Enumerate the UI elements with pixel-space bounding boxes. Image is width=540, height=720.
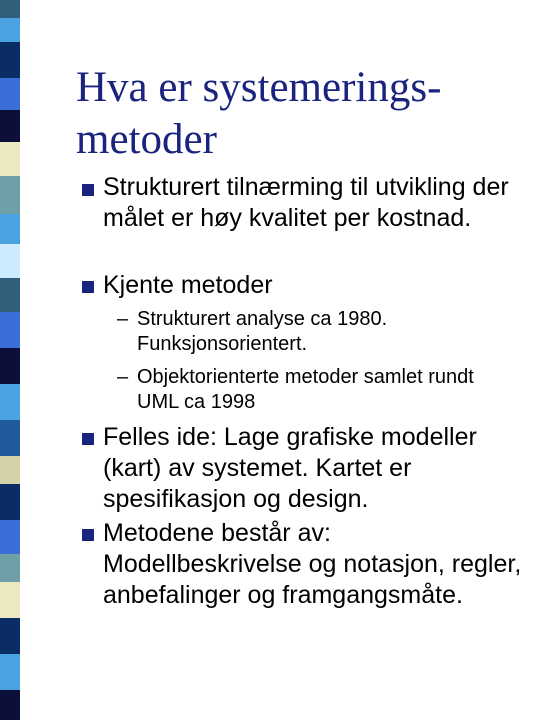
strip-block	[0, 312, 20, 348]
strip-block	[0, 348, 20, 384]
strip-block	[0, 582, 20, 618]
bullet-text: Felles ide: Lage grafiske modeller (kart) av systemet. Kartet er spesifikasjon og design.	[103, 423, 477, 513]
strip-block	[0, 520, 20, 554]
strip-block	[0, 78, 20, 110]
strip-block	[0, 484, 20, 520]
strip-block	[0, 456, 20, 484]
sub-bullet-item	[117, 307, 517, 357]
bullet-item	[76, 422, 526, 515]
bullet-item	[76, 518, 526, 611]
bullet-item	[76, 270, 526, 301]
dash-marker: –	[117, 308, 129, 330]
strip-block	[0, 420, 20, 456]
strip-block	[0, 618, 20, 654]
strip-block	[0, 42, 20, 78]
square-bullet-icon	[82, 529, 94, 541]
strip-block	[0, 214, 20, 244]
sub-bullet-text: Objektorienterte metoder samlet rundt UML ca 1998	[137, 366, 474, 413]
slide-title-line-2: metoder	[76, 116, 217, 163]
sub-bullet-item	[117, 365, 517, 415]
strip-block	[0, 110, 20, 142]
bullet-item	[76, 172, 526, 234]
slide-title	[76, 62, 516, 166]
strip-block	[0, 554, 20, 582]
strip-block	[0, 278, 20, 312]
strip-block	[0, 18, 20, 42]
strip-block	[0, 690, 20, 720]
strip-block	[0, 0, 20, 18]
square-bullet-icon	[82, 433, 94, 445]
strip-block	[0, 142, 20, 176]
sub-bullet-text: Strukturert analyse ca 1980. Funksjonsorientert.	[137, 308, 388, 355]
bullet-text: Metodene består av: Modellbeskrivelse og notasjon, regler, anbefalinger og framgangsmåte.	[103, 519, 522, 609]
strip-block	[0, 176, 20, 214]
decorative-side-strip	[0, 0, 48, 720]
bullet-text: Strukturert tilnærming til utvikling der målet er høy kvalitet per kostnad.	[103, 173, 509, 232]
strip-block	[0, 384, 20, 420]
square-bullet-icon	[82, 184, 94, 196]
strip-block	[0, 654, 20, 690]
slide-title-line-1: Hva er systemerings-	[76, 64, 442, 111]
bullet-text: Kjente metoder	[103, 271, 273, 299]
square-bullet-icon	[82, 281, 94, 293]
strip-block	[0, 244, 20, 278]
dash-marker: –	[117, 366, 129, 388]
